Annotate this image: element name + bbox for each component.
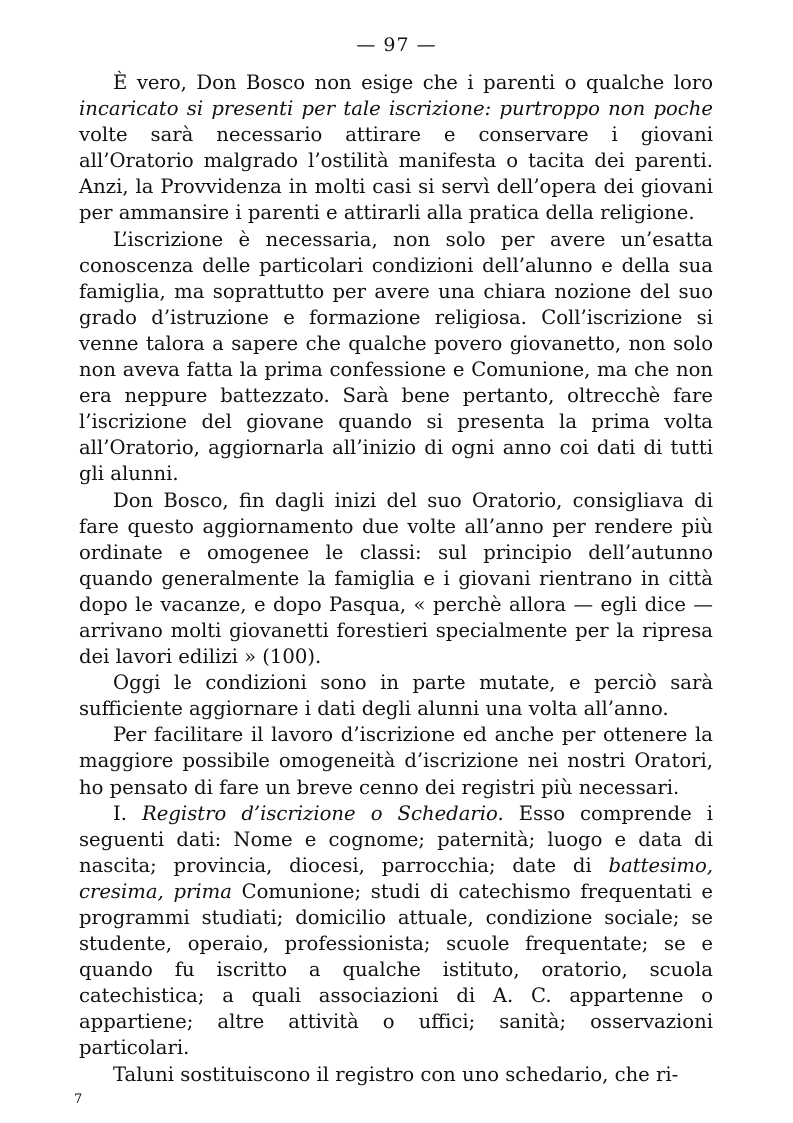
text-segment: È vero, Don Bosco non esige che i parenti o qualche loro [113, 71, 713, 94]
paragraph-2 [79, 227, 713, 488]
text-segment: Don Bosco, fin dagli inizi del suo Oratorio, consigliava di fare questo aggiornamento due volte all’anno per rendere più ordinate e omogenee le classi: sul principio dell’autunno quando generalmente la famiglia e i giovani rientrano in città dopo le vacanze, e dopo Pasqua, « perchè allora — egli dice — arrivano molti giovanetti forestieri specialmente per la ripresa dei lavori edilizi » (100). [79, 488, 713, 669]
paragraph-3 [79, 488, 713, 671]
text-segment: Taluni sostituiscono il registro con uno schedario, che ri- [113, 1062, 679, 1086]
paragraph-6 [79, 801, 713, 1062]
text-segment: I. [113, 801, 143, 825]
text-segment-italic: Registro d’iscrizione o Schedario. [142, 801, 504, 825]
text-segment: Esso comprende i seguenti dati: Nome e cognome; paternità; luogo e data di nascita; provincia, diocesi, parrocchia; date di [79, 801, 713, 877]
page-number: — 97 — [356, 34, 437, 56]
text-segment-italic: incaricato si presenti per tale iscrizione: purtroppo non poche [79, 97, 713, 121]
signature-mark: 7 [74, 1092, 83, 1107]
text-segment: Comunione; studi di catechismo frequentati e programmi studiati; domicilio attuale, condizione sociale; se studente, operaio, professionista; scuole frequentate; se e quando fu iscritto a qualche istituto, oratorio, scuola catechistica; a quali associazioni di A. C. appartenne o appartiene; altre attività o uffici; sanità; osservazioni particolari. [79, 879, 713, 1060]
paragraph-5 [79, 722, 713, 800]
text-segment: Oggi le condizioni sono in parte mutate, e perciò sarà sufficiente aggiornare i dati degli alunni una volta all’anno. [79, 671, 713, 721]
text-segment: volte sarà necessario attirare e conservare i giovani all’Oratorio malgrado l’ostilità manifesta o tacita dei parenti. Anzi, la Provvidenza in molti casi si servì dell’opera dei giovani per ammansire i parenti e attirarli alla pratica della religione. [79, 123, 713, 225]
paragraph-7 [79, 1062, 713, 1088]
text-segment: L’iscrizione è necessaria, non solo per avere un’esatta conoscenza delle particolari condizioni dell’alunno e della sua famiglia, ma soprattutto per avere una chiara nozione del suo grado d’istruzione e formazione religiosa. Coll’iscrizione si venne talora a sapere che qualche povero giovanetto, non solo non aveva fatta la prima confessione e Comunione, ma che non era neppure battezzato. Sarà bene pertanto, oltrecchè fare l’iscrizione del giovane quando si presenta la prima volta all’Oratorio, aggiornarla all’inizio di ogni anno coi dati di tutti gli alunni. [79, 227, 713, 486]
text-segment-italic: battesimo, cresima, prima [79, 853, 713, 903]
paragraph-4 [79, 670, 713, 722]
text-segment: Per facilitare il lavoro d’iscrizione ed anche per ottenere la maggiore possibile omogeneità d’iscrizione nei nostri Oratori, ho pensato di fare un breve cenno dei registri più necessari. [79, 723, 713, 799]
paragraph-1 [79, 70, 713, 227]
body-text [79, 70, 713, 1088]
